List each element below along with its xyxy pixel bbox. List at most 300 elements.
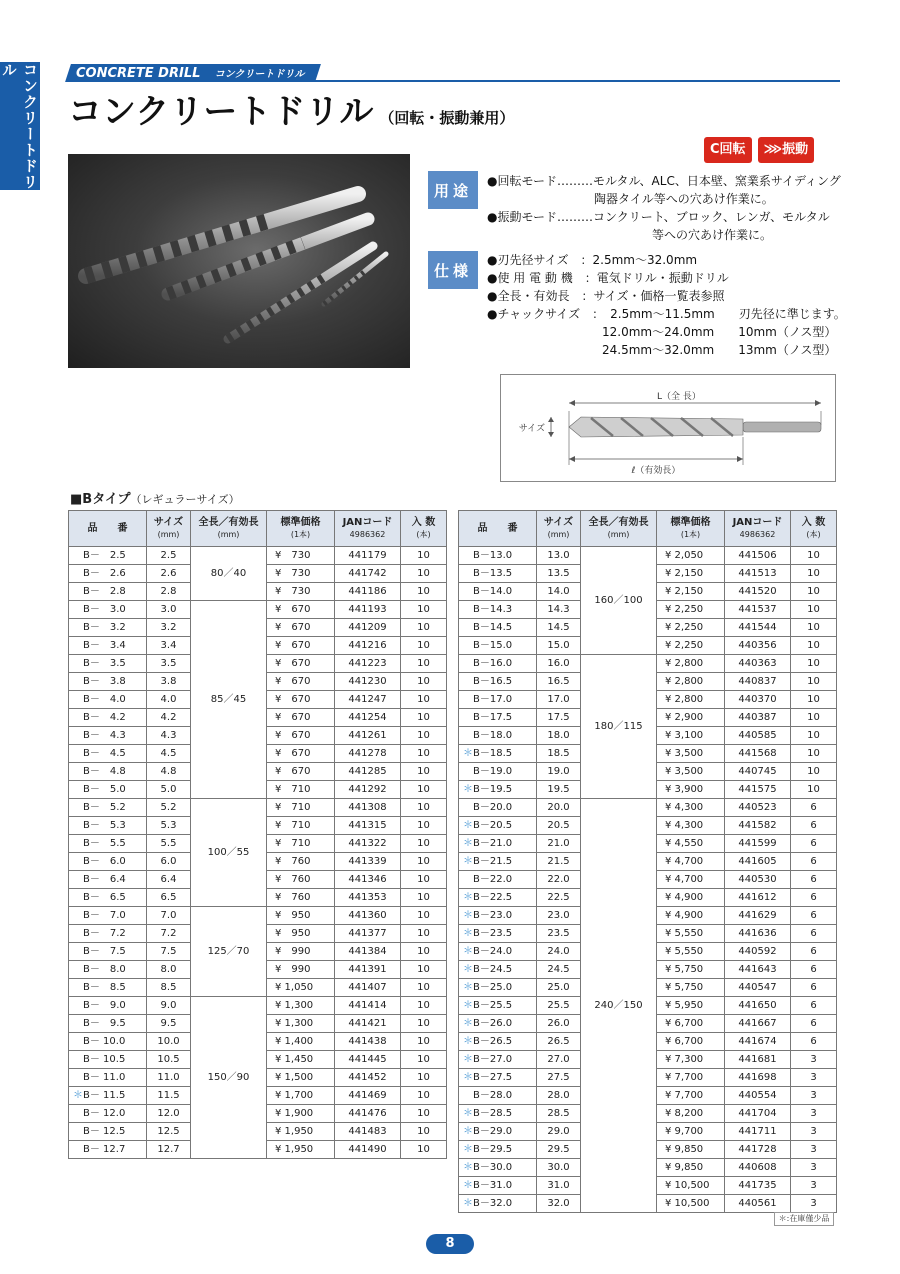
part-number: B－17.5 xyxy=(473,711,513,723)
price-cell: ¥ 6,700 xyxy=(657,1033,725,1051)
part-number-cell xyxy=(69,817,147,835)
usage-line-2: 陶器タイル等への穴あけ作業に。 xyxy=(594,192,774,206)
part-number-cell xyxy=(69,835,147,853)
low-stock-star-icon: ＊ xyxy=(463,1035,473,1047)
low-stock-star-icon xyxy=(73,1108,83,1119)
table-row xyxy=(459,655,837,673)
part-number: B－ 12.7 xyxy=(83,1143,126,1155)
jan-cell: 441360 xyxy=(335,907,401,925)
price-cell: ¥ 950 xyxy=(267,925,335,943)
price-cell: ¥ 670 xyxy=(267,637,335,655)
jan-cell: 441742 xyxy=(335,565,401,583)
low-stock-star-icon xyxy=(73,946,83,957)
qty-cell: 10 xyxy=(791,745,837,763)
jan-cell: 440387 xyxy=(725,709,791,727)
price-cell: ¥ 5,550 xyxy=(657,925,725,943)
price-cell: ¥ 2,150 xyxy=(657,583,725,601)
jan-cell: 441209 xyxy=(335,619,401,637)
part-number: B－16.0 xyxy=(473,657,513,669)
specs-label: 仕様 xyxy=(428,251,478,289)
low-stock-star-icon xyxy=(73,784,83,795)
jan-cell: 441643 xyxy=(725,961,791,979)
specs-line-6: 24.5mm～32.0mm 13mm（ノス型） xyxy=(602,343,837,357)
low-stock-star-icon xyxy=(73,622,83,633)
size-cell: 8.5 xyxy=(147,979,191,997)
low-stock-star-icon xyxy=(73,1018,83,1029)
jan-cell: 441193 xyxy=(335,601,401,619)
low-stock-star-icon xyxy=(73,1054,83,1065)
qty-cell: 10 xyxy=(401,1123,447,1141)
qty-cell: 10 xyxy=(401,655,447,673)
size-cell: 18.0 xyxy=(537,727,581,745)
part-number-cell xyxy=(69,925,147,943)
part-number-cell xyxy=(459,691,537,709)
usage-line-4: 等への穴あけ作業に。 xyxy=(652,228,773,242)
part-number: B－31.0 xyxy=(473,1179,513,1191)
qty-cell: 6 xyxy=(791,943,837,961)
part-number: B－ 9.5 xyxy=(83,1017,126,1029)
part-number: B－ 4.3 xyxy=(83,729,126,741)
qty-cell: 10 xyxy=(401,709,447,727)
part-number: B－13.0 xyxy=(473,549,513,561)
qty-cell: 6 xyxy=(791,1015,837,1033)
price-cell: ¥ 2,250 xyxy=(657,601,725,619)
header-size: サイズ (mm) xyxy=(147,511,191,547)
jan-cell: 441612 xyxy=(725,889,791,907)
price-cell: ¥ 990 xyxy=(267,961,335,979)
size-cell: 4.2 xyxy=(147,709,191,727)
jan-cell: 441421 xyxy=(335,1015,401,1033)
part-number: B－ 7.5 xyxy=(83,945,126,957)
part-number: B－ 8.5 xyxy=(83,981,126,993)
drill-diagram-svg xyxy=(501,375,835,481)
price-cell: ¥ 4,900 xyxy=(657,889,725,907)
jan-cell: 441735 xyxy=(725,1177,791,1195)
part-number: B－ 9.0 xyxy=(83,999,126,1011)
part-number-cell xyxy=(69,961,147,979)
price-cell: ¥ 670 xyxy=(267,691,335,709)
jan-cell: 441315 xyxy=(335,817,401,835)
part-number: B－ 11.0 xyxy=(83,1071,126,1083)
price-cell: ¥ 670 xyxy=(267,601,335,619)
price-cell: ¥ 2,250 xyxy=(657,619,725,637)
low-stock-star-icon xyxy=(463,694,473,705)
part-number-cell xyxy=(69,1033,147,1051)
section-title-sub: （レギュラーサイズ） xyxy=(130,493,240,506)
price-cell: ¥ 670 xyxy=(267,745,335,763)
price-cell: ¥ 670 xyxy=(267,655,335,673)
part-number: B－21.0 xyxy=(473,837,513,849)
jan-cell: 441476 xyxy=(335,1105,401,1123)
qty-cell: 10 xyxy=(791,601,837,619)
price-cell: ¥ 7,300 xyxy=(657,1051,725,1069)
size-cell: 21.0 xyxy=(537,835,581,853)
header-rule xyxy=(300,80,840,82)
header-qty: 入 数 (本) xyxy=(791,511,837,547)
size-cell: 7.5 xyxy=(147,943,191,961)
qty-cell: 10 xyxy=(401,601,447,619)
size-cell: 4.3 xyxy=(147,727,191,745)
part-number: B－14.3 xyxy=(473,603,513,615)
size-cell: 13.5 xyxy=(537,565,581,583)
jan-cell: 440561 xyxy=(725,1195,791,1213)
low-stock-star-icon xyxy=(463,874,473,885)
jan-cell: 440363 xyxy=(725,655,791,673)
qty-cell: 6 xyxy=(791,835,837,853)
price-cell: ¥ 7,700 xyxy=(657,1087,725,1105)
low-stock-star-icon: ＊ xyxy=(463,909,473,921)
part-number: B－ 3.5 xyxy=(83,657,126,669)
price-cell: ¥ 1,400 xyxy=(267,1033,335,1051)
size-cell: 2.5 xyxy=(147,547,191,565)
qty-cell: 10 xyxy=(401,619,447,637)
part-number: B－23.0 xyxy=(473,909,513,921)
spec-table-right xyxy=(458,510,837,1213)
part-number-cell xyxy=(459,781,537,799)
jan-cell: 441254 xyxy=(335,709,401,727)
part-number-cell xyxy=(69,727,147,745)
jan-cell: 441438 xyxy=(335,1033,401,1051)
qty-cell: 10 xyxy=(401,1015,447,1033)
length-cell: 85／45 xyxy=(191,601,267,799)
part-number: B－ 6.0 xyxy=(83,855,126,867)
price-cell: ¥ 730 xyxy=(267,565,335,583)
qty-cell: 10 xyxy=(791,727,837,745)
jan-cell: 440745 xyxy=(725,763,791,781)
low-stock-star-icon: ＊ xyxy=(463,1125,473,1137)
low-stock-star-icon xyxy=(73,1036,83,1047)
part-number: B－14.5 xyxy=(473,621,513,633)
part-number: B－26.5 xyxy=(473,1035,513,1047)
size-cell: 25.5 xyxy=(537,997,581,1015)
part-number: B－30.0 xyxy=(473,1161,513,1173)
mode-badges xyxy=(704,137,814,163)
price-cell: ¥ 760 xyxy=(267,853,335,871)
size-cell: 5.0 xyxy=(147,781,191,799)
part-number-cell xyxy=(69,907,147,925)
part-number-cell xyxy=(459,1105,537,1123)
usage-line-1: ●回転モード………モルタル、ALC、日本壁、窯業系サイディング xyxy=(487,174,841,188)
qty-cell: 10 xyxy=(401,1033,447,1051)
jan-cell: 440356 xyxy=(725,637,791,655)
size-cell: 20.5 xyxy=(537,817,581,835)
size-cell: 14.3 xyxy=(537,601,581,619)
jan-cell: 441452 xyxy=(335,1069,401,1087)
vibration-badge xyxy=(758,137,815,163)
header-length: 全長／有効長 (mm) xyxy=(581,511,657,547)
size-cell: 23.0 xyxy=(537,907,581,925)
part-number-cell xyxy=(459,871,537,889)
size-cell: 4.0 xyxy=(147,691,191,709)
price-cell: ¥ 730 xyxy=(267,547,335,565)
rotation-icon: C xyxy=(710,142,720,157)
low-stock-star-icon xyxy=(73,748,83,759)
low-stock-star-icon: ＊ xyxy=(463,783,473,795)
price-cell: ¥ 670 xyxy=(267,763,335,781)
part-number: B－ 3.0 xyxy=(83,603,126,615)
qty-cell: 3 xyxy=(791,1159,837,1177)
low-stock-star-icon xyxy=(73,910,83,921)
low-stock-star-icon xyxy=(73,712,83,723)
size-cell: 16.0 xyxy=(537,655,581,673)
part-number: B－ 3.2 xyxy=(83,621,126,633)
price-cell: ¥ 7,700 xyxy=(657,1069,725,1087)
low-stock-star-icon xyxy=(463,766,473,777)
part-number: B－ 3.4 xyxy=(83,639,126,651)
part-number-cell xyxy=(459,961,537,979)
low-stock-star-icon xyxy=(73,640,83,651)
price-cell: ¥ 760 xyxy=(267,871,335,889)
size-label: サイズ xyxy=(518,424,545,434)
price-cell: ¥ 730 xyxy=(267,583,335,601)
size-cell: 2.6 xyxy=(147,565,191,583)
price-cell: ¥ 9,850 xyxy=(657,1141,725,1159)
part-number: B－ 2.5 xyxy=(83,549,126,561)
part-number: B－ 4.2 xyxy=(83,711,126,723)
header-jan: JANコード 4986362 xyxy=(725,511,791,547)
drill-bits-illustration xyxy=(68,154,410,368)
low-stock-star-icon xyxy=(73,1126,83,1137)
size-cell: 3.4 xyxy=(147,637,191,655)
part-number-cell xyxy=(459,619,537,637)
part-number-cell xyxy=(69,565,147,583)
part-number-cell xyxy=(459,1141,537,1159)
jan-cell: 441278 xyxy=(335,745,401,763)
price-cell: ¥ 1,900 xyxy=(267,1105,335,1123)
part-number: B－ 5.5 xyxy=(83,837,126,849)
price-cell: ¥ 3,500 xyxy=(657,763,725,781)
qty-cell: 6 xyxy=(791,871,837,889)
low-stock-star-icon xyxy=(463,586,473,597)
price-cell: ¥ 5,950 xyxy=(657,997,725,1015)
vibration-icon: ⋙ xyxy=(763,142,783,157)
price-cell: ¥ 1,950 xyxy=(267,1123,335,1141)
low-stock-star-icon xyxy=(463,712,473,723)
price-cell: ¥ 6,700 xyxy=(657,1015,725,1033)
size-cell: 32.0 xyxy=(537,1195,581,1213)
qty-cell: 10 xyxy=(791,565,837,583)
part-number-cell xyxy=(69,1105,147,1123)
qty-cell: 3 xyxy=(791,1141,837,1159)
qty-cell: 10 xyxy=(791,637,837,655)
length-cell: 240／150 xyxy=(581,799,657,1213)
specs-line-2: ●使 用 電 動 機 ：電気ドリル・振動ドリル xyxy=(487,271,729,285)
low-stock-star-icon xyxy=(463,802,473,813)
size-cell: 7.0 xyxy=(147,907,191,925)
part-number-cell xyxy=(459,817,537,835)
part-number: B－ 4.8 xyxy=(83,765,126,777)
rotation-label: 回転 xyxy=(719,142,746,157)
jan-cell: 441339 xyxy=(335,853,401,871)
jan-cell: 441179 xyxy=(335,547,401,565)
table-row xyxy=(69,799,447,817)
price-cell: ¥ 4,700 xyxy=(657,871,725,889)
jan-cell: 441728 xyxy=(725,1141,791,1159)
table-body-right xyxy=(459,547,837,1213)
qty-cell: 10 xyxy=(401,1141,447,1159)
part-number-cell xyxy=(459,853,537,871)
part-number-cell xyxy=(69,673,147,691)
part-number-cell xyxy=(459,709,537,727)
low-stock-star-icon xyxy=(73,730,83,741)
size-cell: 17.0 xyxy=(537,691,581,709)
qty-cell: 3 xyxy=(791,1177,837,1195)
qty-cell: 10 xyxy=(401,583,447,601)
table-header-row xyxy=(69,511,447,547)
part-number: B－ 10.0 xyxy=(83,1035,126,1047)
part-number: B－ 2.8 xyxy=(83,585,126,597)
part-number: B－15.0 xyxy=(473,639,513,651)
size-cell: 15.0 xyxy=(537,637,581,655)
part-number-cell xyxy=(69,601,147,619)
part-number-cell xyxy=(69,745,147,763)
part-number-cell xyxy=(459,1033,537,1051)
size-cell: 13.0 xyxy=(537,547,581,565)
size-cell: 19.5 xyxy=(537,781,581,799)
price-cell: ¥ 670 xyxy=(267,727,335,745)
part-number-cell xyxy=(459,655,537,673)
low-stock-star-icon xyxy=(73,892,83,903)
jan-cell: 441520 xyxy=(725,583,791,601)
price-cell: ¥ 10,500 xyxy=(657,1177,725,1195)
part-number-cell xyxy=(69,871,147,889)
part-number: B－27.5 xyxy=(473,1071,513,1083)
qty-cell: 10 xyxy=(401,547,447,565)
part-number-cell xyxy=(459,673,537,691)
qty-cell: 10 xyxy=(401,1069,447,1087)
part-number: B－13.5 xyxy=(473,567,513,579)
qty-cell: 6 xyxy=(791,979,837,997)
part-number-cell xyxy=(459,799,537,817)
header-size: サイズ (mm) xyxy=(537,511,581,547)
qty-cell: 10 xyxy=(401,979,447,997)
jan-cell: 441308 xyxy=(335,799,401,817)
size-cell: 3.2 xyxy=(147,619,191,637)
length-cell: 180／115 xyxy=(581,655,657,799)
qty-cell: 10 xyxy=(401,997,447,1015)
qty-cell: 10 xyxy=(401,835,447,853)
size-cell: 28.0 xyxy=(537,1087,581,1105)
price-cell: ¥ 1,500 xyxy=(267,1069,335,1087)
header-band-text xyxy=(76,64,304,82)
size-cell: 27.0 xyxy=(537,1051,581,1069)
diagram-shank xyxy=(743,422,821,432)
part-number-cell xyxy=(69,691,147,709)
jan-cell: 441605 xyxy=(725,853,791,871)
size-cell: 6.4 xyxy=(147,871,191,889)
title-sub: （回転・振動兼用） xyxy=(379,109,515,127)
price-cell: ¥ 710 xyxy=(267,817,335,835)
header-part: 品 番 xyxy=(459,511,537,547)
size-cell: 3.5 xyxy=(147,655,191,673)
qty-cell: 10 xyxy=(401,817,447,835)
part-number-cell xyxy=(459,727,537,745)
low-stock-star-icon xyxy=(73,1072,83,1083)
part-number-cell xyxy=(459,547,537,565)
price-cell: ¥ 8,200 xyxy=(657,1105,725,1123)
jan-cell: 441407 xyxy=(335,979,401,997)
jan-cell: 441285 xyxy=(335,763,401,781)
part-number: B－19.5 xyxy=(473,783,513,795)
table-section-title xyxy=(70,488,240,507)
qty-cell: 10 xyxy=(401,925,447,943)
part-number-cell xyxy=(69,853,147,871)
part-number: B－ 12.0 xyxy=(83,1107,126,1119)
part-number-cell xyxy=(69,709,147,727)
size-cell: 14.5 xyxy=(537,619,581,637)
part-number: B－20.5 xyxy=(473,819,513,831)
size-cell: 9.5 xyxy=(147,1015,191,1033)
qty-cell: 10 xyxy=(401,961,447,979)
price-cell: ¥ 4,550 xyxy=(657,835,725,853)
low-stock-star-icon xyxy=(73,820,83,831)
jan-cell: 440547 xyxy=(725,979,791,997)
effective-length-label: ℓ（有効長） xyxy=(631,466,681,476)
price-cell: ¥ 2,800 xyxy=(657,655,725,673)
part-number: B－25.5 xyxy=(473,999,513,1011)
low-stock-star-icon: ＊ xyxy=(463,837,473,849)
table-row xyxy=(459,547,837,565)
low-stock-star-icon xyxy=(73,658,83,669)
part-number-cell xyxy=(459,601,537,619)
jan-cell: 441575 xyxy=(725,781,791,799)
qty-cell: 10 xyxy=(401,673,447,691)
size-cell: 19.0 xyxy=(537,763,581,781)
part-number: B－ 6.4 xyxy=(83,873,126,885)
part-number-cell xyxy=(69,799,147,817)
part-number-cell xyxy=(459,565,537,583)
part-number: B－29.0 xyxy=(473,1125,513,1137)
low-stock-star-icon: ＊ xyxy=(463,1071,473,1083)
qty-cell: 10 xyxy=(791,691,837,709)
part-number-cell xyxy=(69,547,147,565)
part-number-cell xyxy=(69,619,147,637)
low-stock-star-icon xyxy=(73,604,83,615)
jan-cell: 441582 xyxy=(725,817,791,835)
qty-cell: 3 xyxy=(791,1195,837,1213)
part-number-cell xyxy=(69,1123,147,1141)
part-number-cell xyxy=(459,1069,537,1087)
part-number: B－29.5 xyxy=(473,1143,513,1155)
part-number-cell xyxy=(459,745,537,763)
product-photo xyxy=(68,154,410,368)
jan-cell: 440837 xyxy=(725,673,791,691)
low-stock-star-icon: ＊ xyxy=(73,1089,83,1101)
jan-cell: 441681 xyxy=(725,1051,791,1069)
part-number: B－25.0 xyxy=(473,981,513,993)
qty-cell: 10 xyxy=(791,673,837,691)
part-number: B－ 5.2 xyxy=(83,801,126,813)
jan-cell: 441322 xyxy=(335,835,401,853)
size-cell: 11.5 xyxy=(147,1087,191,1105)
qty-cell: 3 xyxy=(791,1051,837,1069)
jan-cell: 440554 xyxy=(725,1087,791,1105)
part-number: B－28.5 xyxy=(473,1107,513,1119)
part-number-cell xyxy=(459,925,537,943)
part-number: B－ 6.5 xyxy=(83,891,126,903)
qty-cell: 10 xyxy=(401,1105,447,1123)
qty-cell: 6 xyxy=(791,817,837,835)
part-number-cell xyxy=(459,1123,537,1141)
price-cell: ¥ 1,950 xyxy=(267,1141,335,1159)
jan-cell: 440370 xyxy=(725,691,791,709)
qty-cell: 10 xyxy=(401,799,447,817)
low-stock-star-icon xyxy=(463,550,473,561)
part-number-cell xyxy=(69,997,147,1015)
length-cell: 160／100 xyxy=(581,547,657,655)
jan-cell: 441506 xyxy=(725,547,791,565)
jan-cell: 440530 xyxy=(725,871,791,889)
